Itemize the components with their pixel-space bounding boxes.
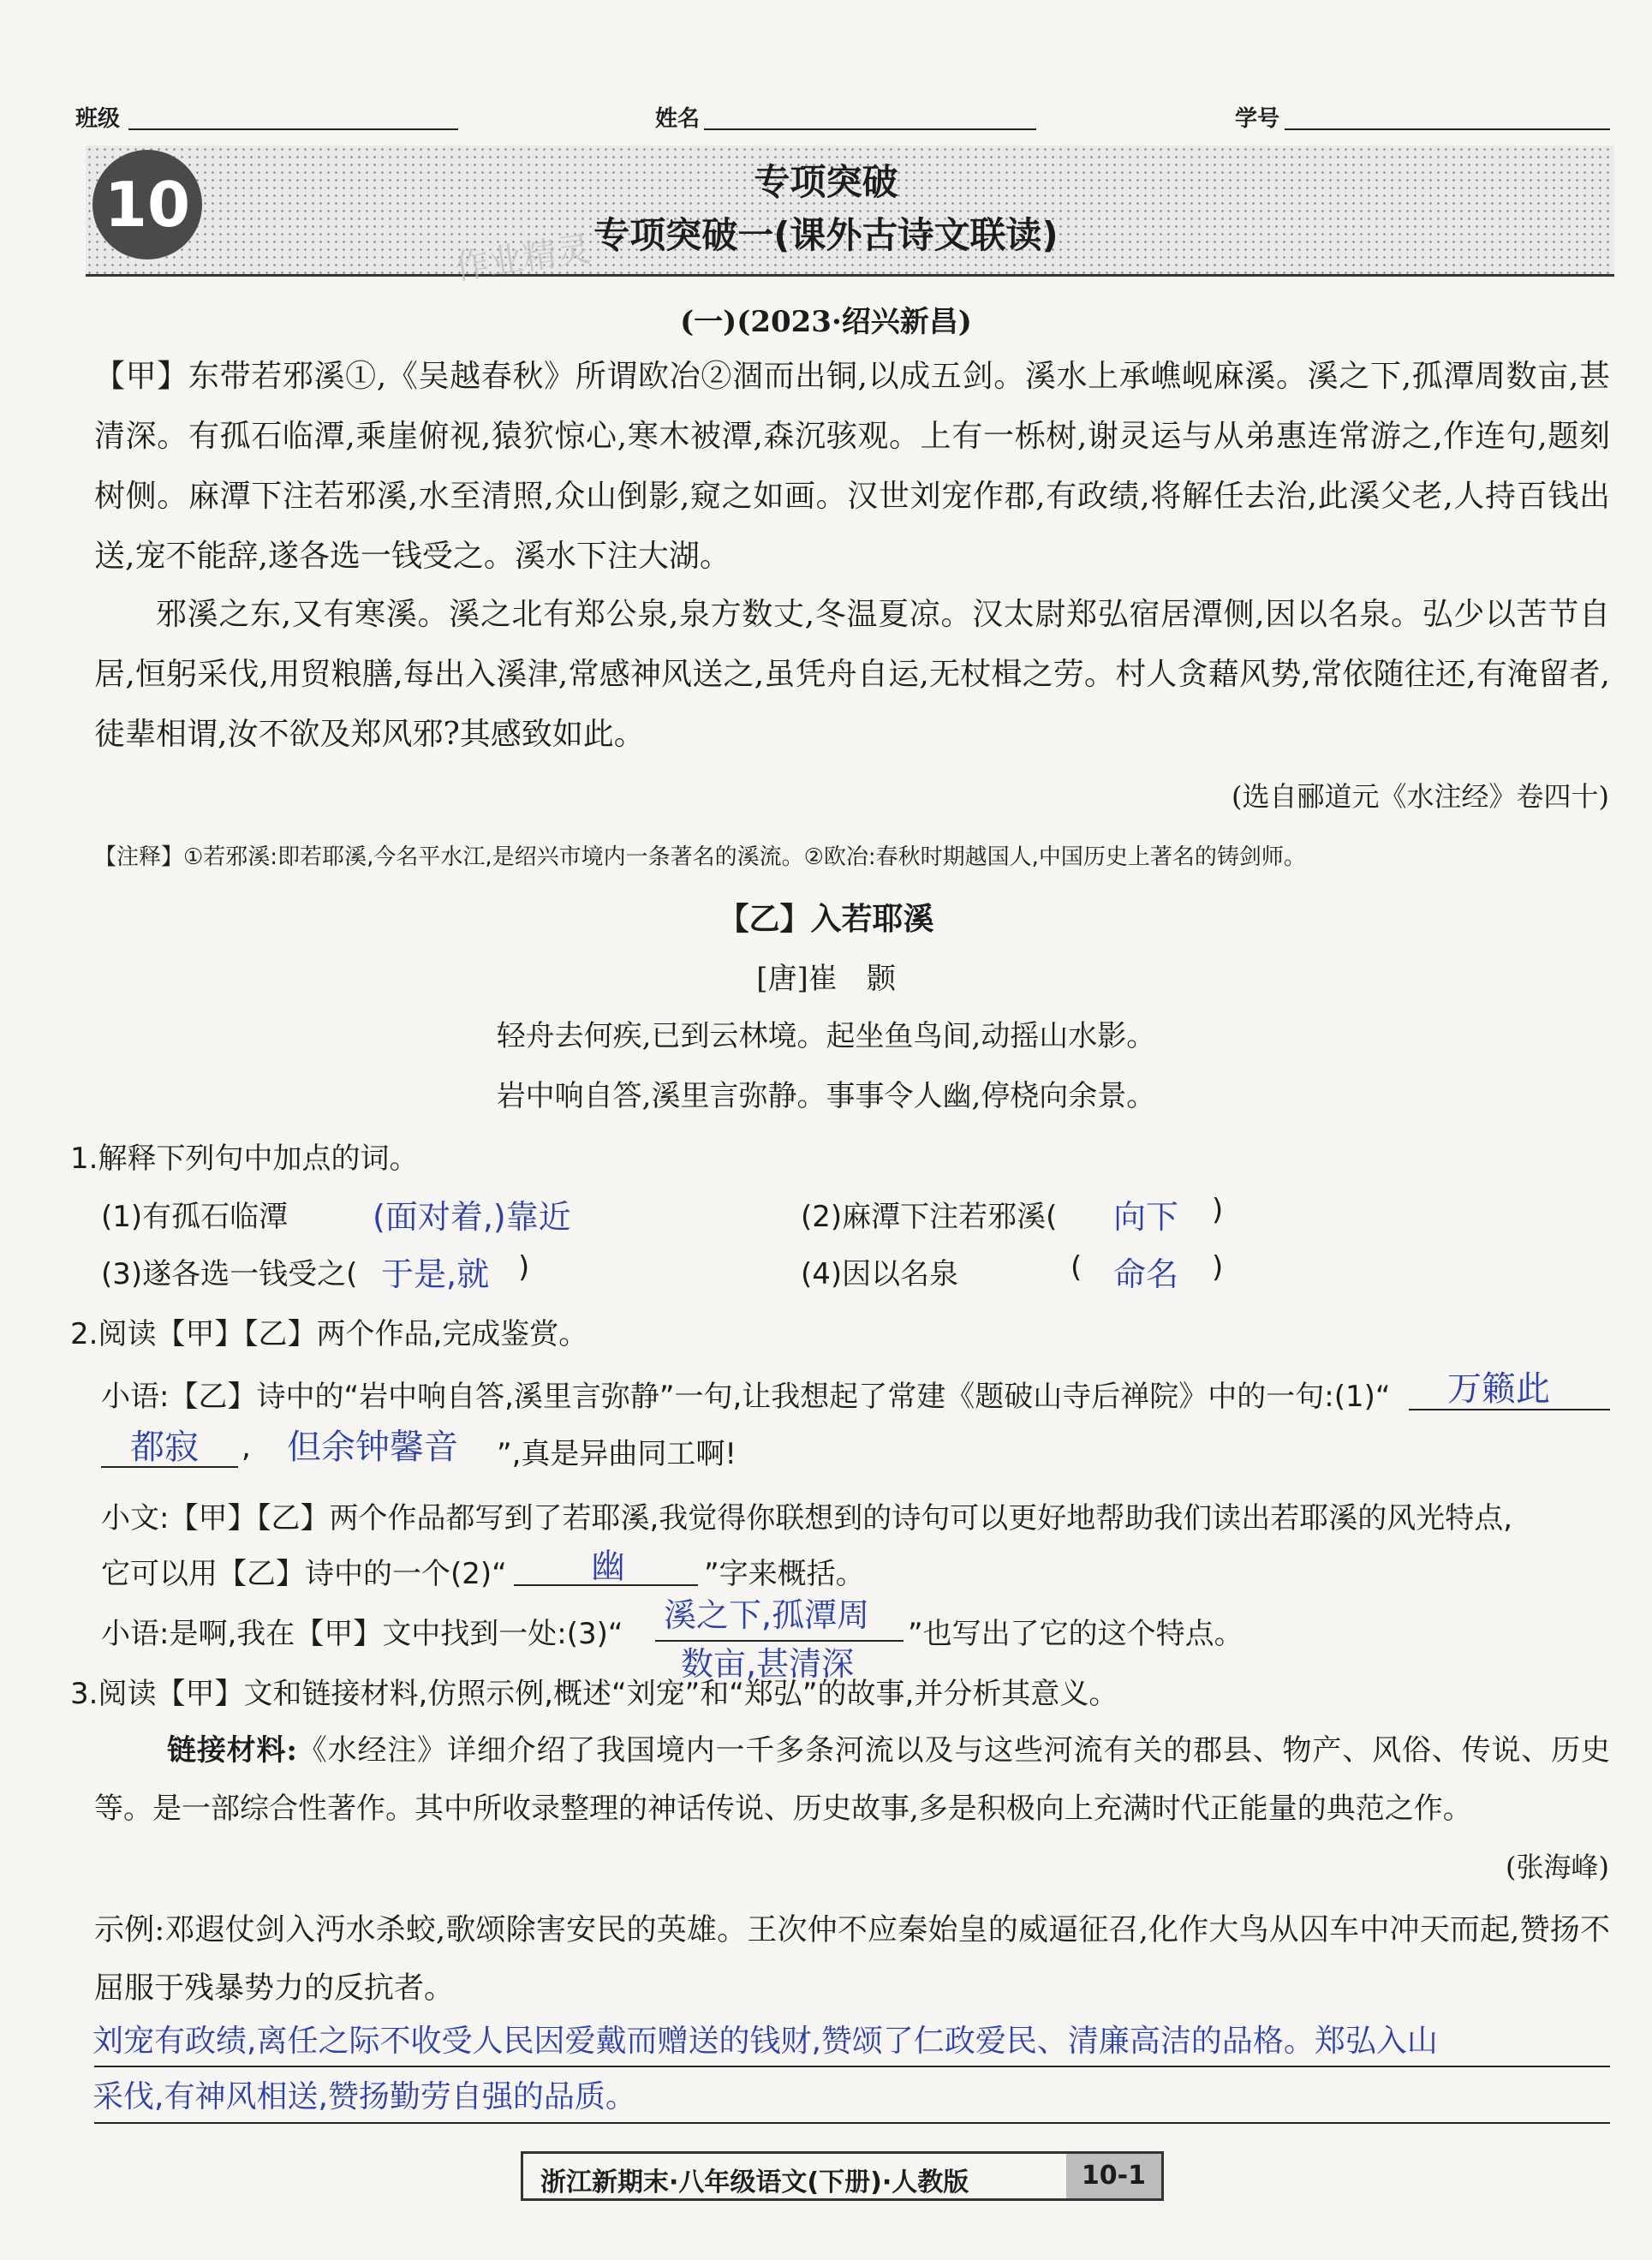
q2-answer-1b[interactable]: 都寂 [130, 1428, 199, 1467]
q2-comma: , [242, 1430, 251, 1464]
q2-blank-1b [101, 1466, 238, 1468]
unit-number-badge: 10 [92, 150, 202, 259]
q1-close-4: ) [1212, 1250, 1224, 1285]
q2-blank-2 [514, 1584, 698, 1586]
footer-badge [521, 2151, 1164, 2201]
jia-source: (选自郦道元《水注经》卷四十) [1232, 780, 1609, 813]
q1-item-3: (3)遂各选一钱受之( [101, 1257, 358, 1291]
id-field[interactable] [1285, 128, 1610, 130]
q1-item-2: (2)麻潭下注若邪溪( [801, 1200, 1058, 1234]
poem-author: [唐]崔 颢 [756, 962, 896, 996]
q1-answer-3[interactable]: 于是,就 [381, 1255, 490, 1293]
watermark: 作业精灵 [452, 230, 593, 288]
q1-answer-2[interactable]: 向下 [1113, 1198, 1179, 1236]
q3-link-label: 链接材料: [167, 1733, 297, 1768]
id-label: 学号 [1235, 106, 1280, 132]
q1-item-1: (1)有孤石临潭 [101, 1200, 289, 1234]
q2-prompt: 2.阅读【甲】【乙】两个作品,完成鉴赏。 [70, 1317, 588, 1351]
q2-xiaoyu-2: 小语:是啊,我在【甲】文中找到一处:(3)“ [101, 1617, 623, 1651]
q2-xiaowen-b: 它可以用【乙】诗中的一个(2)“ [101, 1557, 507, 1591]
jia-paragraph-2: 邪溪之东,又有寒溪。溪之北有郑公泉,泉方数丈,冬温夏凉。汉太尉郑弘宿居潭侧,因以名泉。弘少以苦节自居,恒躬采伐,用贸粮膳,每出入溪津,常感神风送之,虽凭舟自运,无杖楫之劳。村人贪藉风势,常依随往还,有淹留者,徒辈相谓,汝不欲及郑风邪?其感致如此。 [94, 597, 1610, 752]
class-label: 班级 [75, 106, 121, 132]
class-field[interactable] [128, 128, 458, 130]
q2-answer-3b[interactable]: 数亩,甚清深 [681, 1645, 855, 1683]
banner-subtitle: 专项突破一(课外古诗文联读) [593, 214, 1059, 256]
q3-example: 示例:邓遐仗剑入沔水杀蛟,歌颂除害安民的英雄。王次仲不应秦始皇的威逼征召,化作大鸟从囚车中冲天而起,赞扬不屈服于残暴势力的反抗者。 [94, 1913, 1610, 2006]
q1-close-3: ) [518, 1250, 530, 1285]
name-field[interactable] [704, 128, 1036, 130]
q2-answer-1c[interactable]: 但余钟馨音 [287, 1428, 458, 1467]
q2-xiaoyu-1: 小语:【乙】诗中的“岩中响自答,溪里言弥静”一句,让我想起了常建《题破山寺后禅院》中的一句:(1)“ [101, 1380, 1391, 1414]
section-heading: (一)(2023·绍兴新昌) [680, 305, 972, 339]
q3-link-source: (张海峰) [1506, 1851, 1609, 1883]
footer-page-number: 10-1 [1066, 2154, 1161, 2198]
jia-note: 【注释】①若邪溪:即若耶溪,今名平水江,是绍兴市境内一条著名的溪流。②欧冶:春秋时期越国人,中国历史上著名的铸剑师。 [94, 844, 1306, 870]
q3-prompt: 3.阅读【甲】文和链接材料,仿照示例,概述“刘宠”和“郑弘”的故事,并分析其意义。 [70, 1677, 1118, 1711]
q2-xiaowen-end: ”字来概括。 [704, 1557, 865, 1591]
q2-answer-2[interactable]: 幽 [591, 1547, 625, 1586]
q2-answer-3a[interactable]: 溪之下,孤潭周 [664, 1596, 870, 1634]
q1-close-2: ) [1212, 1193, 1224, 1227]
q2-blank-1a [1409, 1409, 1610, 1410]
q3-answer-rule-1 [94, 2066, 1610, 2067]
q3-answer-line-1[interactable]: 刘宠有政绩,离任之际不收受人民因爱戴而赠送的钱财,赞颂了仁政爱民、清廉高洁的品格。郑弘入山 [92, 2024, 1438, 2059]
q3-link-material [94, 1721, 1610, 1838]
footer-text: 浙江新期末·八年级语文(下册)·人教版 [540, 2168, 969, 2197]
poem-line-1: 轻舟去何疾,已到云林境。起坐鱼鸟间,动摇山水影。 [496, 1019, 1156, 1053]
q2-answer-1a[interactable]: 万籁此 [1447, 1369, 1550, 1409]
q3-answer-rule-2 [94, 2122, 1610, 2124]
poem-title: 【乙】入若耶溪 [718, 901, 934, 937]
q1-open-4: ( [1071, 1250, 1082, 1285]
q3-link-text: 《水经注》详细介绍了我国境内一千多条河流以及与这些河流有关的郡县、物产、风俗、传说、历史等。是一部综合性著作。其中所收录整理的神话传说、历史故事,多是积极向上充满时代正能量的典范之作。 [94, 1733, 1610, 1826]
jia-paragraph-1: 【甲】东带若邪溪①,《吴越春秋》所谓欧冶②涸而出铜,以成五剑。溪水上承嶕岘麻溪。溪之下,孤潭周数亩,甚清深。有孤石临潭,乘崖俯视,猿狖惊心,寒木被潭,森沉骇观。上有一栎树,谢灵运与从弟惠连常游之,作连句,题刻树侧。麻潭下注若邪溪,水至清照,众山倒影,窥之如画。汉世刘宠作郡,有政绩,将解任去治,此溪父老,人持百钱出送,宠不能辞,遂各选一钱受之。溪水下注大湖。 [94, 359, 1610, 574]
q1-item-4: (4)因以名泉 [801, 1257, 959, 1291]
q3-answer-line-2[interactable]: 采伐,有神风相送,赞扬勤劳自强的品质。 [92, 2079, 636, 2114]
poem-line-2: 岩中响自答,溪里言弥静。事事令人幽,停桡向余景。 [496, 1079, 1156, 1113]
banner-title: 专项突破 [754, 161, 898, 203]
q2-xiaoyu-1-end: ”,真是异曲同工啊! [497, 1437, 737, 1471]
q1-answer-4[interactable]: 命名 [1113, 1255, 1179, 1293]
q1-answer-1[interactable]: (面对着,)靠近 [373, 1198, 571, 1236]
q2-xiaoyu-2-end: ”也写出了它的这个特点。 [908, 1617, 1243, 1651]
q2-xiaowen-a: 小文:【甲】【乙】两个作品都写到了若耶溪,我觉得你联想到的诗句可以更好地帮助我们读出若耶溪的风光特点, [101, 1501, 1513, 1535]
q1-prompt: 1.解释下列句中加点的词。 [70, 1142, 419, 1176]
name-label: 姓名 [655, 106, 701, 132]
